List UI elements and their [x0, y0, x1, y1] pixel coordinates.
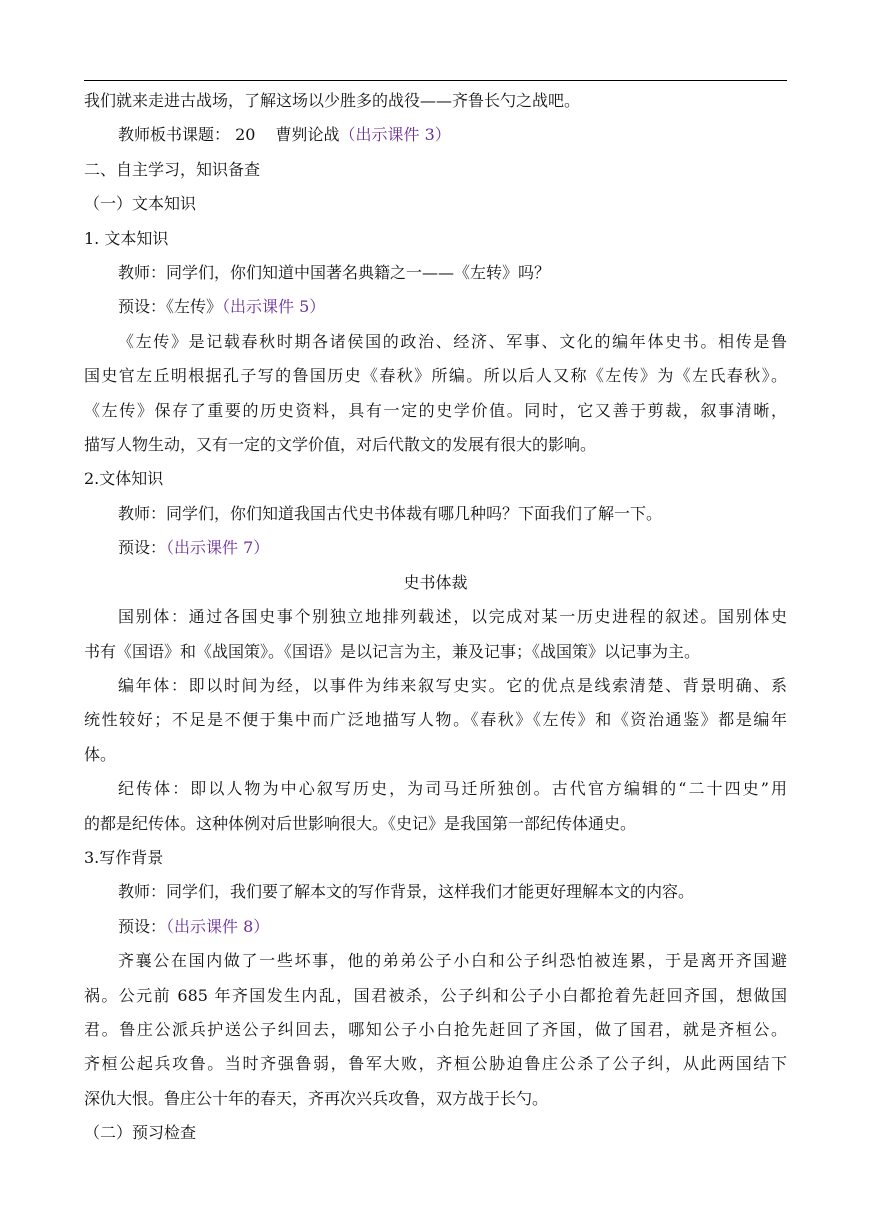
paragraph-line: 《左传》是记载春秋时期各诸侯国的政治、经济、军事、文化的编年体史书。相传是鲁	[118, 331, 787, 351]
preset-line	[84, 290, 787, 324]
board-title-line	[84, 118, 787, 152]
subsection-heading: （一）文本知识	[84, 194, 197, 214]
preset-label: 预设：《左传》	[118, 297, 223, 317]
section-heading: 二、自主学习，知识备查	[84, 159, 261, 179]
paragraph-line: 齐桓公起兵攻鲁。当时齐强鲁弱，鲁军大败，齐桓公胁迫鲁庄公杀了公子纠，从此两国结下	[84, 1054, 787, 1074]
teacher-line: 教师：同学们，你们知道我国古代史书体裁有哪几种吗？下面我们了解一下。	[118, 503, 663, 523]
courseware-ref: （出示课件 8）	[166, 916, 270, 936]
lesson-number: 20	[235, 125, 256, 145]
paragraph-line: 祸。公元前 685 年齐国发生内乱，国君被杀，公子纠和公子小白都抢着先赶回齐国，想做国	[84, 985, 787, 1005]
teacher-line: 教师：同学们，我们要了解本文的写作背景，这样我们才能更好理解本文的内容。	[118, 882, 695, 902]
paragraph-line: 体。	[84, 744, 117, 764]
preset-label: 预设：	[118, 916, 167, 936]
paragraph-line: 书有《国语》和《战国策》。《国语》是以记言为主，兼及记事；《战国策》以记事为主。	[84, 641, 701, 661]
center-title: 史书体裁	[403, 572, 468, 592]
paragraph-line: 的都是纪传体。这种体例对后世影响很大。《史记》是我国第一部纪传体通史。	[84, 813, 637, 833]
paragraph-line: 纪传体：即以人物为中心叙写历史，为司马迁所独创。古代官方编辑的“二十四史”用	[118, 779, 787, 799]
header-rule	[84, 80, 787, 81]
lesson-title: 曹刿论战	[275, 125, 340, 145]
paragraph-line: 齐襄公在国内做了一些坏事，他的弟弟公子小白和公子纠恐怕被连累，于是离开齐国避	[118, 951, 787, 971]
document-body	[84, 84, 787, 1151]
paragraph-line: 《左传》保存了重要的历史资料，具有一定的史学价值。同时，它又善于剪裁，叙事清晰，	[84, 400, 787, 420]
courseware-ref: （出示课件 7）	[166, 538, 270, 558]
paragraph-line: 编年体：即以时间为经，以事件为纬来叙写史实。它的优点是线索清楚、背景明确、系	[118, 675, 787, 695]
paragraph-line: 君。鲁庄公派兵护送公子纠回去，哪知公子小白抢先赶回了齐国，做了国君，就是齐桓公。	[84, 1019, 787, 1039]
paragraph-line: 统性较好；不足是不便于集中而广泛地描写人物。《春秋》《左传》和《资治通鉴》都是编年	[84, 710, 787, 730]
paragraph-line: 国史官左丘明根据孔子写的鲁国历史《春秋》所编。所以后人又称《左传》为《左氏春秋》。	[84, 366, 787, 386]
paragraph-line: 国别体：通过各国史事个别独立地排列载述，以完成对某一历史进程的叙述。国别体史	[118, 607, 787, 627]
preset-label: 预设：	[118, 538, 167, 558]
paragraph-line: 深仇大恨。鲁庄公十年的春天，齐再次兴兵攻鲁，双方战于长勺。	[84, 1088, 549, 1108]
paragraph-line: 描写人物生动，又有一定的文学价值，对后代散文的发展有很大的影响。	[84, 435, 597, 455]
courseware-ref: （出示课件 3）	[339, 125, 451, 145]
preset-line	[84, 910, 787, 944]
item-heading: 2.文体知识	[84, 469, 164, 489]
item-heading: 1. 文本知识	[84, 228, 169, 248]
courseware-ref: （出示课件 5）	[222, 297, 326, 317]
item-heading: 3.写作背景	[84, 847, 164, 867]
board-label: 教师板书课题：	[118, 125, 231, 145]
intro-line: 我们就来走进古战场，了解这场以少胜多的战役——齐鲁长勺之战吧。	[84, 91, 581, 110]
preset-line	[84, 531, 787, 565]
teacher-line: 教师：同学们，你们知道中国著名典籍之一——《左转》吗？	[118, 263, 551, 283]
subsection-heading: （二）预习检查	[84, 1123, 197, 1143]
